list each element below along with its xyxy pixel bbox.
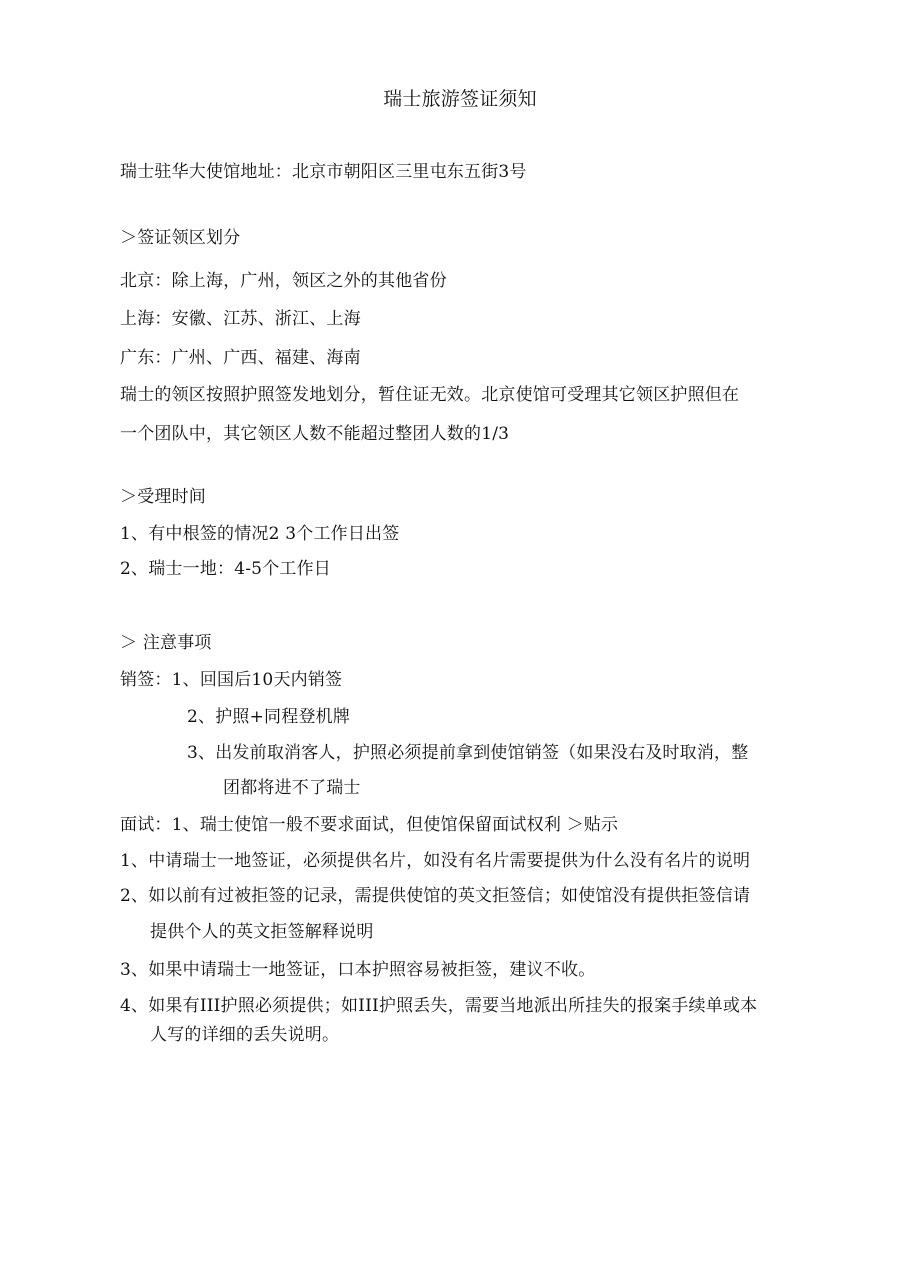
section-heading-processing: ＞受理时间 [120, 487, 206, 507]
tip-2-line2: 提供个人的英文拒签解释说明 [150, 922, 374, 942]
tip-4-line2: 人写的详细的丢失说明。 [150, 1025, 340, 1045]
processing-item-1: 1、有中根签的情况2 3个工作日出签 [120, 524, 400, 544]
district-note-line2: 一个团队中，其它领区人数不能超过整团人数的1/3 [120, 424, 510, 444]
processing-item-2: 2、瑞士一地：4-5个工作日 [120, 559, 331, 579]
section-heading-notes: ＞ 注意事项 [120, 633, 212, 653]
tip-1: 1、中请瑞士一地签证，必须提供名片，如没有名片需要提供为什么没有名片的说明 [120, 851, 751, 871]
embassy-address: 瑞士驻华大使馆地址：北京市朝阳区三里屯东五街3号 [120, 162, 527, 182]
cancel-item-3-line2: 团都将进不了瑞士 [223, 778, 361, 798]
tip-2-line1: 2、如以前有过被拒签的记录，需提供使馆的英文拒签信；如使馆没有提供拒签信请 [120, 886, 751, 906]
cancel-item-3-line1: 3、出发前取消客人，护照必须提前拿到使馆销签（如果没右及时取消，整 [187, 743, 749, 763]
cancel-item-2: 2、护照+同程登机牌 [187, 707, 351, 727]
district-guangdong: 广东：广州、广西、福建、海南 [120, 348, 361, 368]
district-beijing: 北京：除上海，广州，领区之外的其他省份 [120, 271, 447, 291]
district-note-line1: 瑞士的领区按照护照签发地划分，暂住证无效。北京使馆可受理其它领区护照但在 [120, 385, 740, 405]
cancel-item-1: 销签：1、回国后10天内销签 [120, 670, 343, 690]
tip-3: 3、如果中请瑞士一地签证，口本护照容易被拒签，建议不收。 [120, 960, 596, 980]
tip-4-line1: 4、如果有III护照必须提供；如III护照丢失，需要当地派出所挂失的报案手续单或本 [120, 996, 758, 1016]
interview-note: 面试：1、瑞士使馆一般不要求面试，但使馆保留面试权利 ＞贴示 [120, 815, 619, 835]
district-shanghai: 上海：安徽、江苏、浙江、上海 [120, 309, 361, 329]
section-heading-districts: ＞签证领区划分 [120, 228, 241, 248]
page-title: 瑞士旅游签证须知 [383, 88, 537, 110]
